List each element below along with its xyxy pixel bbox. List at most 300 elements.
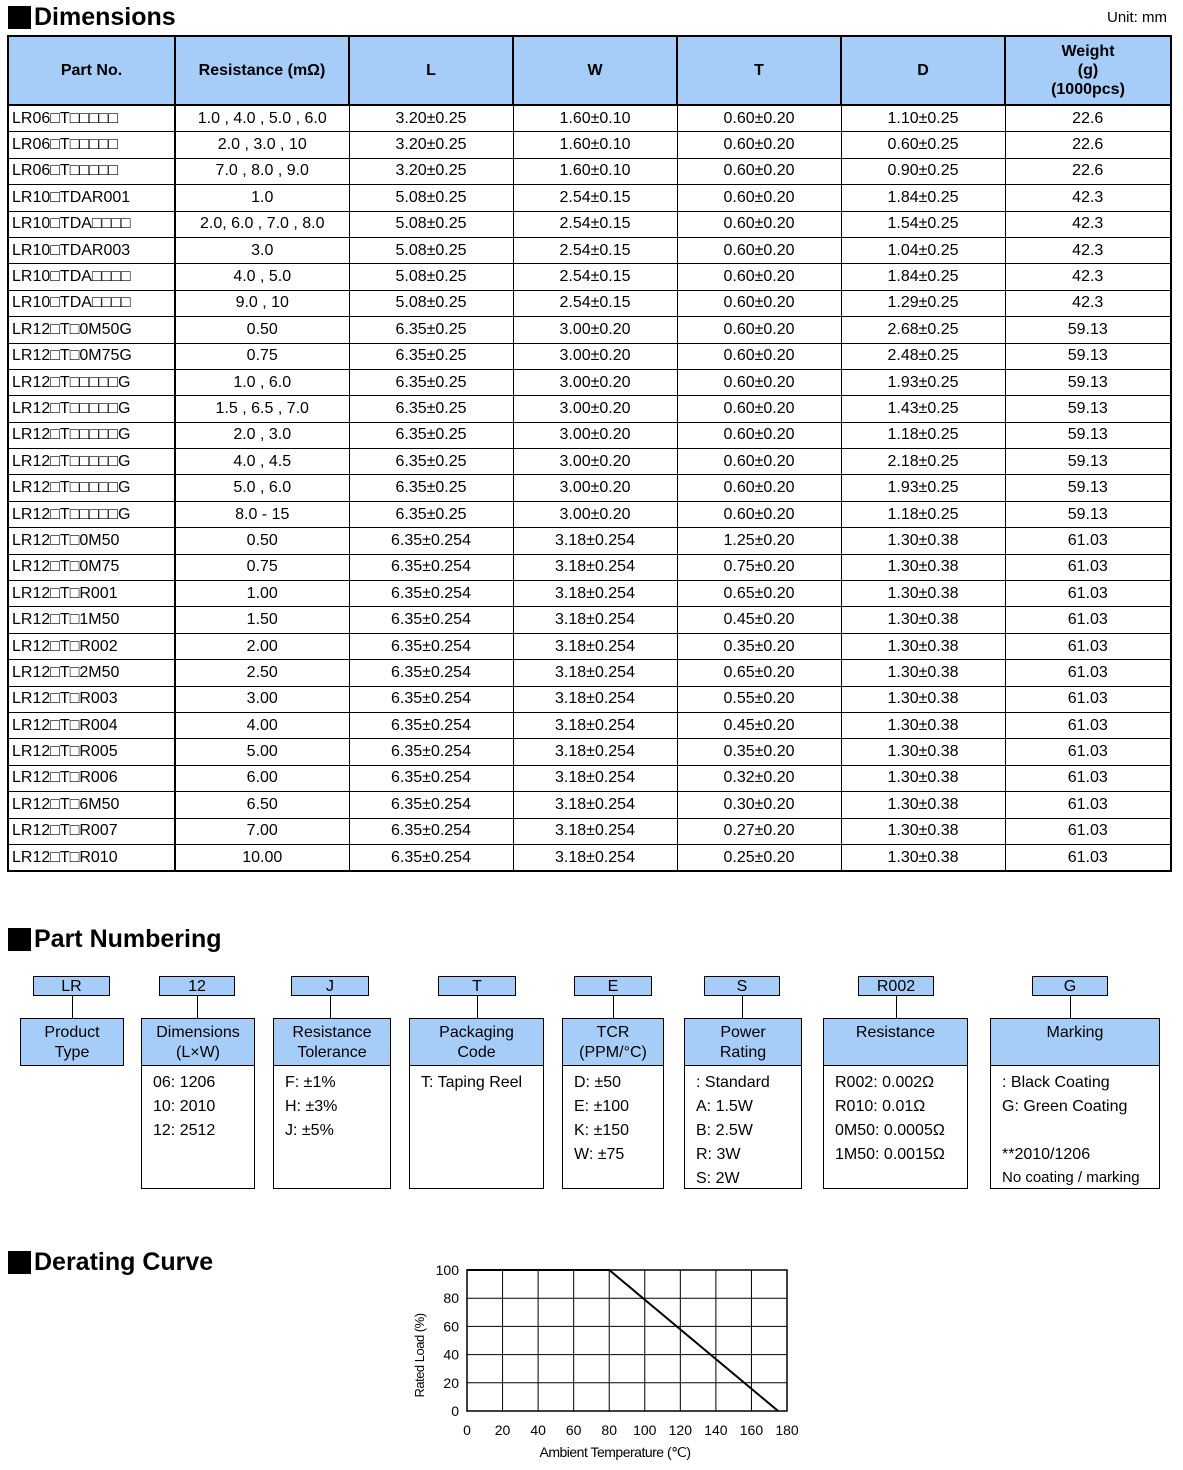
table-cell: 1.5 , 6.5 , 7.0 — [175, 396, 349, 422]
option-line: E: ±100 — [574, 1098, 630, 1115]
table-cell: 61.03 — [1005, 528, 1171, 554]
table-cell: 3.0 — [175, 237, 349, 263]
part-code-segment: E — [574, 976, 652, 996]
table-cell: 61.03 — [1005, 633, 1171, 659]
field-options — [273, 1066, 391, 1189]
table-cell: 59.13 — [1005, 343, 1171, 369]
table-cell: 2.0, 6.0 , 7.0 , 8.0 — [175, 211, 349, 237]
table-cell: 1.30±0.38 — [841, 712, 1005, 738]
table-cell: 6.35±0.254 — [349, 660, 513, 686]
table-row — [8, 554, 1171, 580]
table-row — [8, 343, 1171, 369]
field-options — [409, 1066, 544, 1189]
x-axis-label: Ambient Temperature (℃) — [539, 1444, 691, 1460]
table-cell: 61.03 — [1005, 660, 1171, 686]
table-cell: 3.18±0.254 — [513, 686, 677, 712]
table-cell: 1.43±0.25 — [841, 396, 1005, 422]
table-cell: 6.35±0.25 — [349, 475, 513, 501]
table-cell: 1.10±0.25 — [841, 105, 1005, 132]
table-cell: 3.18±0.254 — [513, 528, 677, 554]
option-line — [1002, 1119, 1159, 1143]
table-cell: 5.08±0.25 — [349, 290, 513, 316]
field-heading: Marking — [990, 1018, 1160, 1066]
x-tick-label: 100 — [633, 1422, 657, 1438]
field-heading: Power Rating — [684, 1018, 802, 1066]
table-cell: 0.45±0.20 — [677, 712, 841, 738]
connector-line — [72, 996, 73, 1018]
table-cell: 1.30±0.38 — [841, 607, 1005, 633]
column-header: D — [841, 36, 1005, 105]
table-cell: 6.35±0.254 — [349, 554, 513, 580]
part-code-segment: G — [1032, 976, 1108, 996]
table-row — [8, 475, 1171, 501]
table-row — [8, 105, 1171, 132]
x-tick-label: 140 — [704, 1422, 728, 1438]
y-tick-label: 40 — [443, 1346, 459, 1363]
table-cell: 5.00 — [175, 739, 349, 765]
table-cell: LR12□T□□□□□G — [8, 369, 175, 395]
table-cell: 5.08±0.25 — [349, 264, 513, 290]
y-axis-label: Rated Load (%) — [412, 1313, 427, 1398]
table-row — [8, 765, 1171, 791]
y-tick-label: 80 — [443, 1290, 459, 1307]
table-row — [8, 633, 1171, 659]
x-tick-label: 60 — [565, 1422, 582, 1438]
y-tick-label: 20 — [443, 1374, 459, 1391]
table-cell: 22.6 — [1005, 132, 1171, 158]
table-cell: LR12□T□R007 — [8, 818, 175, 844]
table-cell: 1.04±0.25 — [841, 237, 1005, 263]
option-line: 12: 2512 — [153, 1122, 216, 1139]
table-cell: 59.13 — [1005, 501, 1171, 527]
connector-line — [742, 996, 743, 1018]
table-cell: 1.18±0.25 — [841, 422, 1005, 448]
table-cell: 3.20±0.25 — [349, 132, 513, 158]
table-cell: 0.60±0.20 — [677, 501, 841, 527]
table-cell: LR12□T□0M75G — [8, 343, 175, 369]
table-cell: 0.60±0.20 — [677, 132, 841, 158]
table-cell: 1.50 — [175, 607, 349, 633]
table-cell: 42.3 — [1005, 211, 1171, 237]
table-header-row — [8, 36, 1171, 105]
part-code-segment: 12 — [159, 976, 235, 996]
unit-label: Unit: mm — [1107, 9, 1167, 26]
table-row — [8, 237, 1171, 263]
table-cell: LR12□T□R006 — [8, 765, 175, 791]
field-heading: Product Type — [20, 1018, 124, 1066]
option-line: : Black Coating — [1002, 1074, 1110, 1091]
table-cell: 10.00 — [175, 844, 349, 871]
field-options — [562, 1066, 664, 1189]
table-cell: 0.60±0.20 — [677, 211, 841, 237]
field-options — [684, 1066, 802, 1189]
table-cell: 6.35±0.25 — [349, 343, 513, 369]
connector-line — [613, 996, 614, 1018]
connector-line — [896, 996, 897, 1018]
table-row — [8, 158, 1171, 184]
option-line: B: 2.5W — [696, 1122, 753, 1139]
part-code-segment: R002 — [858, 976, 934, 996]
table-cell: 6.35±0.25 — [349, 501, 513, 527]
table-cell: LR12□T□□□□□G — [8, 449, 175, 475]
table-cell: 61.03 — [1005, 765, 1171, 791]
table-cell: LR12□T□R004 — [8, 712, 175, 738]
table-cell: LR06□T□□□□□ — [8, 158, 175, 184]
table-cell: 3.00±0.20 — [513, 475, 677, 501]
table-cell: 2.54±0.15 — [513, 237, 677, 263]
table-row — [8, 317, 1171, 343]
dimensions-table — [7, 35, 1172, 872]
table-cell: 0.50 — [175, 317, 349, 343]
table-cell: 6.35±0.254 — [349, 686, 513, 712]
table-cell: 2.0 , 3.0 — [175, 422, 349, 448]
table-cell: 3.20±0.25 — [349, 158, 513, 184]
table-cell: 61.03 — [1005, 792, 1171, 818]
table-cell: 0.60±0.20 — [677, 185, 841, 211]
table-cell: 1.0 — [175, 185, 349, 211]
table-cell: 22.6 — [1005, 105, 1171, 132]
table-cell: LR12□T□□□□□G — [8, 475, 175, 501]
table-cell: 61.03 — [1005, 844, 1171, 871]
table-cell: 1.0 , 4.0 , 5.0 , 6.0 — [175, 105, 349, 132]
option-line: A: 1.5W — [696, 1098, 753, 1115]
table-row — [8, 844, 1171, 871]
table-cell: 1.93±0.25 — [841, 475, 1005, 501]
table-cell: 6.35±0.25 — [349, 449, 513, 475]
table-row — [8, 132, 1171, 158]
column-header: Resistance (mΩ) — [175, 36, 349, 105]
table-cell: 0.60±0.20 — [677, 422, 841, 448]
table-cell: 1.60±0.10 — [513, 132, 677, 158]
table-cell: 3.00±0.20 — [513, 369, 677, 395]
table-cell: 0.25±0.20 — [677, 844, 841, 871]
table-cell: 3.00±0.20 — [513, 317, 677, 343]
table-cell: 6.35±0.254 — [349, 633, 513, 659]
table-cell: 61.03 — [1005, 712, 1171, 738]
field-options — [141, 1066, 255, 1189]
table-cell: 0.60±0.20 — [677, 158, 841, 184]
table-cell: 6.35±0.254 — [349, 818, 513, 844]
table-cell: 6.35±0.254 — [349, 739, 513, 765]
x-tick-label: 40 — [530, 1422, 546, 1438]
table-row — [8, 607, 1171, 633]
table-cell: 1.30±0.38 — [841, 792, 1005, 818]
table-cell: 6.35±0.254 — [349, 765, 513, 791]
option-line: 10: 2010 — [153, 1098, 216, 1115]
column-header: Weight (g) (1000pcs) — [1005, 36, 1171, 105]
connector-line — [197, 996, 198, 1018]
part-code-segment: J — [291, 976, 369, 996]
table-cell: 7.00 — [175, 818, 349, 844]
table-cell: 42.3 — [1005, 237, 1171, 263]
table-cell: 1.60±0.10 — [513, 105, 677, 132]
part-code-segment: S — [704, 976, 780, 996]
option-line: **2010/1206 — [1002, 1146, 1091, 1163]
field-options — [990, 1066, 1160, 1189]
table-cell: 2.54±0.15 — [513, 211, 677, 237]
table-cell: 1.00 — [175, 581, 349, 607]
table-cell: LR12□T□0M50G — [8, 317, 175, 343]
table-cell: 2.54±0.15 — [513, 185, 677, 211]
field-heading: Packaging Code — [409, 1018, 544, 1066]
table-cell: LR10□TDAR003 — [8, 237, 175, 263]
table-cell: 42.3 — [1005, 185, 1171, 211]
table-cell: 0.55±0.20 — [677, 686, 841, 712]
table-cell: 1.18±0.25 — [841, 501, 1005, 527]
table-cell: 0.60±0.20 — [677, 317, 841, 343]
table-row — [8, 686, 1171, 712]
table-cell: 3.00±0.20 — [513, 396, 677, 422]
table-row — [8, 581, 1171, 607]
table-row — [8, 739, 1171, 765]
table-cell: LR12□T□R002 — [8, 633, 175, 659]
derating-line — [467, 1270, 778, 1411]
table-cell: LR12□T□□□□□G — [8, 422, 175, 448]
table-row — [8, 818, 1171, 844]
field-options — [823, 1066, 968, 1189]
table-cell: LR06□T□□□□□ — [8, 105, 175, 132]
table-cell: 1.84±0.25 — [841, 264, 1005, 290]
table-cell: 3.20±0.25 — [349, 105, 513, 132]
table-cell: 61.03 — [1005, 581, 1171, 607]
table-cell: LR12□T□0M75 — [8, 554, 175, 580]
connector-line — [477, 996, 478, 1018]
table-cell: 3.18±0.254 — [513, 712, 677, 738]
square-bullet-icon — [8, 6, 31, 29]
table-cell: 3.00±0.20 — [513, 449, 677, 475]
table-cell: 0.90±0.25 — [841, 158, 1005, 184]
table-cell: 2.50 — [175, 660, 349, 686]
table-cell: 0.45±0.20 — [677, 607, 841, 633]
option-line: D: ±50 — [574, 1074, 622, 1091]
table-cell: LR10□TDA□□□□ — [8, 290, 175, 316]
connector-line — [1070, 996, 1071, 1018]
table-cell: LR10□TDA□□□□ — [8, 264, 175, 290]
table-cell: 6.35±0.25 — [349, 422, 513, 448]
table-cell: 3.18±0.254 — [513, 554, 677, 580]
table-cell: 8.0 - 15 — [175, 501, 349, 527]
column-header: T — [677, 36, 841, 105]
derating-chart-svg — [400, 1255, 820, 1465]
table-cell: 1.30±0.38 — [841, 765, 1005, 791]
table-cell: 6.35±0.25 — [349, 317, 513, 343]
table-cell: LR10□TDAR001 — [8, 185, 175, 211]
table-cell: 6.35±0.254 — [349, 844, 513, 871]
table-cell: 3.18±0.254 — [513, 660, 677, 686]
table-cell: 0.60±0.20 — [677, 343, 841, 369]
square-bullet-icon — [8, 928, 31, 951]
table-cell: 61.03 — [1005, 607, 1171, 633]
table-row — [8, 422, 1171, 448]
table-cell: 5.08±0.25 — [349, 237, 513, 263]
table-cell: 1.30±0.38 — [841, 686, 1005, 712]
x-tick-label: 160 — [739, 1422, 764, 1438]
option-line: : Standard — [696, 1074, 770, 1091]
table-cell: 1.93±0.25 — [841, 369, 1005, 395]
table-cell: 2.54±0.15 — [513, 290, 677, 316]
table-row — [8, 712, 1171, 738]
table-cell: 3.00±0.20 — [513, 501, 677, 527]
y-tick-label: 0 — [451, 1403, 459, 1419]
table-cell: 59.13 — [1005, 449, 1171, 475]
table-cell: 1.30±0.38 — [841, 818, 1005, 844]
table-cell: 0.65±0.20 — [677, 581, 841, 607]
option-line: R002: 0.002Ω — [835, 1074, 935, 1091]
table-cell: 4.00 — [175, 712, 349, 738]
table-row — [8, 264, 1171, 290]
table-cell: 59.13 — [1005, 317, 1171, 343]
table-cell: LR12□T□R005 — [8, 739, 175, 765]
table-cell: 22.6 — [1005, 158, 1171, 184]
part-numbering-title: Part Numbering — [8, 925, 222, 954]
table-cell: 6.35±0.254 — [349, 712, 513, 738]
table-row — [8, 792, 1171, 818]
option-line: S: 2W — [696, 1170, 740, 1187]
x-tick-label: 80 — [601, 1422, 618, 1438]
table-row — [8, 660, 1171, 686]
table-row — [8, 501, 1171, 527]
table-cell: 3.00 — [175, 686, 349, 712]
table-cell: 3.00±0.20 — [513, 343, 677, 369]
option-line: No coating / marking — [1002, 1169, 1140, 1186]
table-cell: 0.60±0.20 — [677, 290, 841, 316]
table-cell: 1.30±0.38 — [841, 660, 1005, 686]
option-line: G: Green Coating — [1002, 1098, 1128, 1115]
option-line: K: ±150 — [574, 1122, 630, 1139]
square-bullet-icon — [8, 1251, 31, 1274]
table-cell: LR12□T□6M50 — [8, 792, 175, 818]
column-header: L — [349, 36, 513, 105]
table-cell: 1.54±0.25 — [841, 211, 1005, 237]
table-cell: 3.18±0.254 — [513, 765, 677, 791]
option-line: W: ±75 — [574, 1146, 625, 1163]
table-cell: 2.18±0.25 — [841, 449, 1005, 475]
field-heading: TCR (PPM/°C) — [562, 1018, 664, 1066]
table-cell: 1.60±0.10 — [513, 158, 677, 184]
option-line: J: ±5% — [285, 1122, 334, 1139]
table-cell: LR12□T□R001 — [8, 581, 175, 607]
table-cell: 3.00±0.20 — [513, 422, 677, 448]
table-cell: 0.35±0.20 — [677, 739, 841, 765]
table-cell: 6.35±0.254 — [349, 528, 513, 554]
table-cell: 1.30±0.38 — [841, 844, 1005, 871]
derating-title: Derating Curve — [8, 1248, 213, 1277]
table-cell: 0.60±0.20 — [677, 396, 841, 422]
table-cell: 2.48±0.25 — [841, 343, 1005, 369]
table-cell: 3.18±0.254 — [513, 844, 677, 871]
table-cell: 9.0 , 10 — [175, 290, 349, 316]
table-cell: 6.35±0.25 — [349, 396, 513, 422]
table-cell: 59.13 — [1005, 422, 1171, 448]
table-cell: 0.75±0.20 — [677, 554, 841, 580]
table-cell: 3.18±0.254 — [513, 818, 677, 844]
table-cell: LR12□T□1M50 — [8, 607, 175, 633]
option-line: H: ±3% — [285, 1098, 338, 1115]
table-cell: 2.00 — [175, 633, 349, 659]
table-cell: 3.18±0.254 — [513, 792, 677, 818]
plot-frame — [467, 1270, 787, 1411]
table-cell: LR12□T□R010 — [8, 844, 175, 871]
table-cell: 42.3 — [1005, 264, 1171, 290]
option-line: 06: 1206 — [153, 1074, 216, 1091]
table-cell: 1.30±0.38 — [841, 633, 1005, 659]
option-line: R010: 0.01Ω — [835, 1098, 926, 1115]
column-header: Part No. — [8, 36, 175, 105]
table-cell: 0.27±0.20 — [677, 818, 841, 844]
table-cell: 6.35±0.25 — [349, 369, 513, 395]
table-cell: 61.03 — [1005, 739, 1171, 765]
table-cell: 0.32±0.20 — [677, 765, 841, 791]
table-cell: 7.0 , 8.0 , 9.0 — [175, 158, 349, 184]
table-cell: 59.13 — [1005, 475, 1171, 501]
table-cell: 1.30±0.38 — [841, 554, 1005, 580]
table-cell: 5.08±0.25 — [349, 211, 513, 237]
table-cell: 1.25±0.20 — [677, 528, 841, 554]
table-cell: 1.29±0.25 — [841, 290, 1005, 316]
part-code-segment: T — [438, 976, 516, 996]
table-cell: 0.35±0.20 — [677, 633, 841, 659]
column-header: W — [513, 36, 677, 105]
table-cell: 3.18±0.254 — [513, 607, 677, 633]
table-cell: LR12□T□□□□□G — [8, 501, 175, 527]
field-heading: Resistance Tolerance — [273, 1018, 391, 1066]
table-row — [8, 528, 1171, 554]
y-tick-label: 60 — [443, 1318, 459, 1335]
table-cell: 4.0 , 5.0 — [175, 264, 349, 290]
table-cell: 0.75 — [175, 554, 349, 580]
table-cell: 59.13 — [1005, 396, 1171, 422]
table-cell: 2.68±0.25 — [841, 317, 1005, 343]
x-tick-label: 20 — [494, 1422, 511, 1438]
table-row — [8, 449, 1171, 475]
part-code-segment: LR — [33, 976, 110, 996]
table-cell: 0.60±0.20 — [677, 369, 841, 395]
table-cell: 42.3 — [1005, 290, 1171, 316]
table-cell: 1.30±0.38 — [841, 528, 1005, 554]
table-row — [8, 290, 1171, 316]
table-cell: 0.30±0.20 — [677, 792, 841, 818]
x-tick-label: 180 — [775, 1422, 799, 1438]
table-cell: 0.60±0.20 — [677, 475, 841, 501]
dimensions-title: Dimensions — [8, 3, 176, 32]
table-cell: 3.18±0.254 — [513, 739, 677, 765]
table-row — [8, 369, 1171, 395]
table-cell: 0.60±0.25 — [841, 132, 1005, 158]
x-tick-label: 120 — [668, 1422, 693, 1438]
table-cell: 6.50 — [175, 792, 349, 818]
table-cell: 3.18±0.254 — [513, 633, 677, 659]
table-cell: 2.0 , 3.0 , 10 — [175, 132, 349, 158]
y-tick-label: 100 — [435, 1262, 459, 1278]
table-cell: 3.18±0.254 — [513, 581, 677, 607]
derating-chart — [400, 1255, 820, 1465]
table-cell: 6.35±0.254 — [349, 792, 513, 818]
option-line: 1M50: 0.0015Ω — [835, 1146, 945, 1163]
table-cell: 1.30±0.38 — [841, 739, 1005, 765]
table-cell: 4.0 , 4.5 — [175, 449, 349, 475]
table-cell: 1.30±0.38 — [841, 581, 1005, 607]
table-cell: 0.50 — [175, 528, 349, 554]
table-cell: LR12□T□0M50 — [8, 528, 175, 554]
table-cell: LR10□TDA□□□□ — [8, 211, 175, 237]
table-cell: 0.60±0.20 — [677, 237, 841, 263]
table-row — [8, 185, 1171, 211]
table-row — [8, 396, 1171, 422]
table-cell: 5.08±0.25 — [349, 185, 513, 211]
table-cell: 6.35±0.254 — [349, 607, 513, 633]
table-cell: 0.75 — [175, 343, 349, 369]
field-heading: Dimensions (L×W) — [141, 1018, 255, 1066]
